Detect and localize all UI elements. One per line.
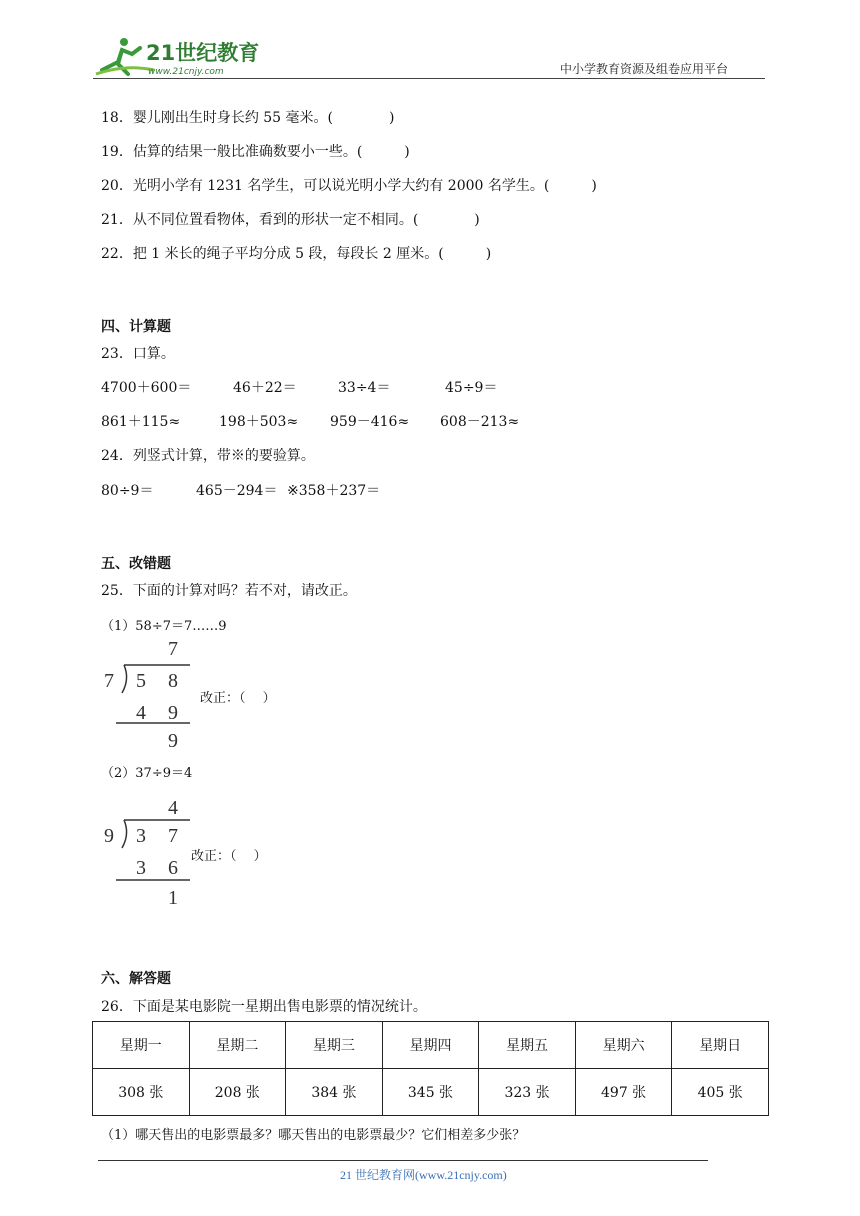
ticket-cell: 405 张 — [672, 1069, 769, 1116]
ticket-cell: 208 张 — [189, 1069, 286, 1116]
ticket-cell: 323 张 — [479, 1069, 576, 1116]
question-20: 20．光明小学有 1231 名学生，可以说光明小学大约有 2000 名学生。( ) — [101, 178, 597, 194]
remainder-digit: 1 — [168, 887, 178, 909]
section-4-title: 四、计算题 — [101, 319, 171, 335]
question-23: 23．口算。 — [101, 346, 175, 362]
oral-calc-2: 46＋22＝ — [233, 380, 297, 396]
vertical-calc-1: 80÷9＝ — [101, 483, 154, 499]
product-digit: 4 — [136, 702, 146, 724]
ticket-cell: 384 张 — [286, 1069, 383, 1116]
dividend-digit: 8 — [168, 670, 178, 692]
ticket-cell: 345 张 — [382, 1069, 479, 1116]
day-cell: 星期二 — [189, 1022, 286, 1069]
question-21: 21．从不同位置看物体，看到的形状一定不相同。( ) — [101, 212, 480, 228]
quotient-digit: 7 — [168, 638, 178, 660]
long-division-2 — [100, 794, 200, 912]
ticket-cell: 308 张 — [93, 1069, 190, 1116]
dividend-digit: 7 — [168, 825, 178, 847]
oral-calc-6: 198＋503≈ — [219, 414, 299, 430]
oral-calc-1: 4700＋600＝ — [101, 380, 192, 396]
site-logo — [94, 34, 264, 78]
dividend-digit: 3 — [136, 825, 146, 847]
product-digit: 3 — [136, 857, 146, 879]
oral-calc-8: 608－213≈ — [440, 414, 520, 430]
question-19: 19．估算的结果一般比准确数要小一些。( ) — [101, 144, 410, 160]
question-25: 25．下面的计算对吗？若不对，请改正。 — [101, 583, 357, 599]
question-22: 22．把 1 米长的绳子平均分成 5 段，每段长 2 厘米。( ) — [101, 246, 492, 262]
remainder-digit: 9 — [168, 730, 178, 752]
question-24: 24．列竖式计算，带※的要验算。 — [101, 448, 315, 464]
table-row — [93, 1069, 769, 1116]
header-platform-text: 中小学教育资源及组卷应用平台 — [560, 62, 729, 76]
correction-label-1: 改正：（ ） — [200, 691, 276, 706]
divisor-digit: 9 — [104, 825, 114, 847]
divisor-digit: 7 — [104, 670, 114, 692]
vertical-calc-2: 465－294＝ — [196, 483, 278, 499]
oral-calc-5: 861＋115≈ — [101, 414, 181, 430]
day-cell: 星期三 — [286, 1022, 383, 1069]
logo-title: 21世纪教育 — [146, 41, 260, 65]
table-row — [93, 1022, 769, 1069]
ticket-sales-table — [92, 1021, 769, 1116]
logo-url: www.21cnjy.com — [148, 67, 224, 77]
day-cell: 星期六 — [575, 1022, 672, 1069]
section-5-title: 五、改错题 — [101, 556, 171, 572]
day-cell: 星期日 — [672, 1022, 769, 1069]
part-1-equation: （1）58÷7＝7……9 — [101, 619, 227, 634]
oral-calc-4: 45÷9＝ — [445, 380, 498, 396]
oral-calc-7: 959－416≈ — [330, 414, 410, 430]
footer-text: 21 世纪教育网(www.21cnjy.com) — [340, 1168, 507, 1182]
product-digit: 9 — [168, 702, 178, 724]
oral-calc-3: 33÷4＝ — [338, 380, 391, 396]
section-6-title: 六、解答题 — [101, 971, 171, 987]
day-cell: 星期四 — [382, 1022, 479, 1069]
correction-label-2: 改正：（ ） — [191, 849, 267, 864]
vertical-calc-3: ※358＋237＝ — [287, 483, 381, 499]
product-digit: 6 — [168, 857, 178, 879]
dividend-digit: 5 — [136, 670, 146, 692]
part-2-equation: （2）37÷9＝4 — [101, 766, 193, 781]
day-cell: 星期一 — [93, 1022, 190, 1069]
header-divider — [93, 78, 765, 79]
ticket-cell: 497 张 — [575, 1069, 672, 1116]
sub-question-1: （1）哪天售出的电影票最多？哪天售出的电影票最少？它们相差多少张？ — [101, 1128, 526, 1143]
footer-divider — [98, 1160, 708, 1161]
question-26: 26．下面是某电影院一星期出售电影票的情况统计。 — [101, 999, 427, 1015]
quotient-digit: 4 — [168, 797, 178, 819]
long-division-1 — [100, 635, 200, 753]
day-cell: 星期五 — [479, 1022, 576, 1069]
question-18: 18．婴儿刚出生时身长约 55 毫米。( ) — [101, 110, 395, 126]
